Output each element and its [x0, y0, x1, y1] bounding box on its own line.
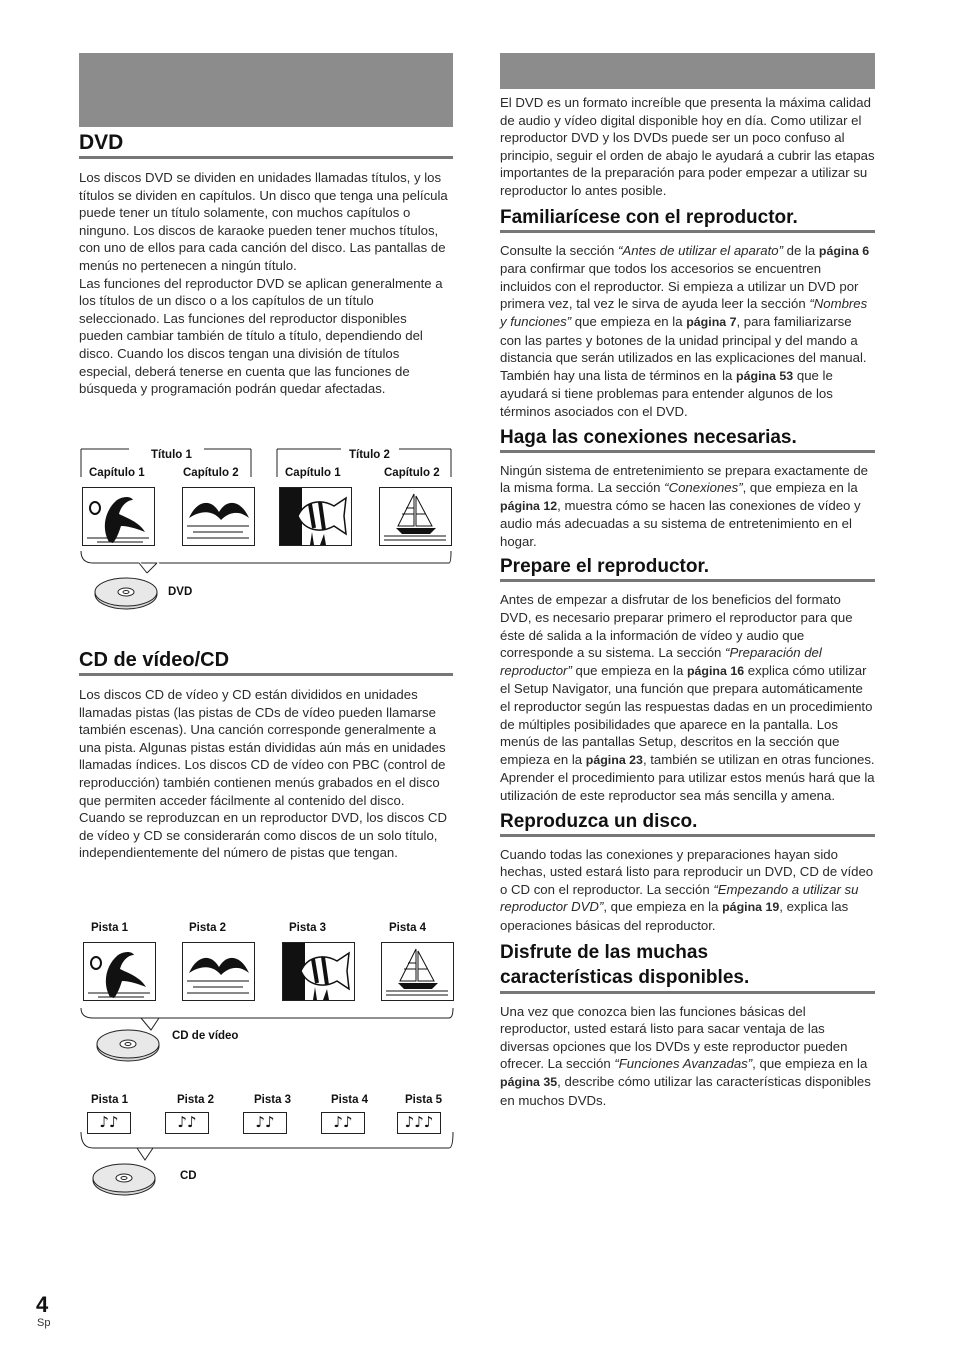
language-code: Sp	[37, 1317, 51, 1329]
vcd-paragraph-1: Los discos CD de vídeo y CD están divididos en unidades llamadas pistas (las pistas de CDs de vídeo pueden llamarse también escenas). Una canción corresponde generalmente a una pista. Algunas pistas están divididas aún más en unidades llamadas índices. Los discos CD de vídeo con PBC (control de reproducción) también contienen menús grabados en el disco que permiten acceder fácilmente al contenido del disco.	[79, 687, 446, 808]
cd-track-label: Pista 1	[91, 1094, 129, 1106]
vcd-structure-figure	[79, 918, 459, 1068]
prepare-paragraph: Antes de empezar a disfrutar de los beneficios del formato DVD, es necesario preparar primero el reproductor para que éste dé salida a la información de vídeo y audio que corresponde a su sistema. La sección “Preparación del reproductor” que empieza en la página 16 explica cómo utilizar el Setup Navigator, una función que prepara automáticamente el reproductor según las respuestas dadas en un procedimiento de múltiples posibilidades que aparece en la pantalla. Los menús de las pantallas Setup, descritos en la sección que empieza en la página 23, también se utilizan en otras funciones. Aprender el procedimiento para utilizar estos menús hará que la utilización de este reproductor sea más sencilla y amena.	[500, 592, 875, 803]
left-column	[79, 130, 453, 398]
dvd-chapter-label: Capítulo 1	[89, 467, 145, 479]
fish-picture	[279, 487, 352, 546]
birds-icon	[183, 943, 254, 1000]
cd-track-label: Pista 4	[331, 1094, 369, 1106]
birds-picture	[182, 942, 255, 1001]
vcd-disc-label: CD de vídeo	[172, 1030, 239, 1042]
dolphin-picture	[83, 942, 156, 1001]
section-heading-conexiones: Haga las conexiones necesarias.	[500, 426, 875, 453]
music-notes-icon: ♪♪	[87, 1112, 131, 1134]
sailboat-picture	[381, 942, 454, 1001]
vcd-track-label: Pista 2	[189, 922, 227, 934]
vcd-track-label: Pista 4	[389, 922, 427, 934]
reproduzca-paragraph: Cuando todas las conexiones y preparaciones hayan sido hechas, usted estará listo para reproducir un DVD, CD de vídeo o CD con el reproductor. La sección “Empezando a utilizar su reproductor DVD”, que empieza en la página 19, explica las operaciones básicas del reproductor.	[500, 846, 874, 933]
section-heading-disfrute: Disfrute de las muchas características disponibles.	[500, 940, 875, 994]
cd-structure-figure	[79, 1092, 459, 1202]
dvd-chapter-label: Capítulo 1	[285, 467, 341, 479]
vcd-track-label: Pista 3	[289, 922, 327, 934]
dvd-chapter-label: Capítulo 2	[183, 467, 239, 479]
dvd-title-2-label: Título 2	[349, 449, 390, 461]
dvd-structure-figure	[79, 445, 459, 615]
sailboat-icon	[380, 488, 451, 545]
disfrute-paragraph: Una vez que conozca bien las funciones básicas del reproductor, usted estará listo para sacar ventaja de las diversas opciones que los DVDs y este reproductor pueden ofrecer. La sección “Funciones Avanzadas”, que empieza en la página 35, describe cómo utilizar las características disponibles en muchos DVDs.	[500, 1003, 871, 1108]
terms-paragraph: También hay una lista de términos en la página 53 que le ayudará si tiene problemas para entender algunos de los términos asociados con el DVD.	[500, 367, 833, 419]
cd-track-label: Pista 3	[254, 1094, 292, 1106]
cd-disc-icon	[91, 1162, 161, 1202]
section-heading-reproduzca: Reproduzca un disco.	[500, 810, 875, 837]
vcd-paragraph-2: Cuando se reproduzcan en un reproductor DVD, los discos CD de vídeo y CD se considerarán como discos de un solo título, independientemente del número de pistas que tengan.	[79, 810, 447, 861]
section-heading-familiarice: Familiarícese con el reproductor.	[500, 206, 875, 233]
section-heading-prepare: Prepare el reproductor.	[500, 555, 875, 582]
dvd-paragraph-2: Las funciones del reproductor DVD se aplican generalmente a los títulos de un disco o a los capítulos de un título seleccionado. Las funciones del reproductor disponibles pueden cambiar también de título a título, dependiendo del disco. Cuando los discos tengan una división de títulos especial, deberá tenerse en cuenta que las funciones de búsqueda y programación podrán quedar afectadas.	[79, 275, 443, 397]
vcd-track-label: Pista 1	[91, 922, 129, 934]
vcd-disc-icon	[95, 1028, 165, 1068]
music-notes-icon: ♪♪	[165, 1112, 209, 1134]
dolphin-picture	[82, 487, 155, 546]
fish-picture	[282, 942, 355, 1001]
left-header-bar	[79, 53, 453, 127]
cd-disc-label: CD	[180, 1170, 197, 1182]
right-header-bar	[500, 53, 875, 89]
dvd-title-1-label: Título 1	[151, 449, 192, 461]
conexiones-paragraph: Ningún sistema de entretenimiento se prepara exactamente de la misma forma. La sección “Conexiones”, que empieza en la página 12, muestra cómo se hacen las conexiones de vídeo y audio más adecuadas a su sistema de entretenimiento en el hogar.	[500, 462, 869, 549]
vcd-heading: CD de vídeo/CD	[79, 648, 453, 676]
dvd-disc-label: DVD	[168, 586, 193, 598]
dolphin-icon	[83, 488, 154, 545]
music-notes-icon: ♪♪	[243, 1112, 287, 1134]
dvd-chapter-label: Capítulo 2	[384, 467, 440, 479]
page-number: 4	[36, 1292, 49, 1317]
vcd-section	[79, 648, 453, 862]
fish-icon	[283, 943, 354, 1000]
dvd-heading: DVD	[79, 130, 453, 159]
dolphin-icon	[84, 943, 155, 1000]
dvd-disc-icon	[93, 576, 163, 616]
cd-track-label: Pista 5	[405, 1094, 443, 1106]
music-notes-icon: ♪♪	[321, 1112, 365, 1134]
intro-paragraph: El DVD es un formato increíble que presenta la máxima calidad de audio y vídeo digital disponible hoy en día. Como utilizar el reproductor DVD y los DVDs puede ser un poco confuso al principio, seguir el orden de abajo le ayudará a cubrir las etapas importantes de la preparación para poder empezar a utilizar su reproductor lo antes posible.	[500, 95, 875, 198]
sailboat-icon	[382, 943, 453, 1000]
birds-icon	[183, 488, 254, 545]
fish-icon	[280, 488, 351, 545]
cd-track-label: Pista 2	[177, 1094, 215, 1106]
dvd-paragraph-1: Los discos DVD se dividen en unidades llamadas títulos, y los títulos se dividen en capítulos. Un disco que tenga una película puede tener un título solamente, con muchos capítulos o ninguno. Los discos de karaoke pueden tener muchos títulos, con uno de ellos para cada canción del disco. Las pantallas de menús no pertenecen a ningún título.	[79, 170, 448, 273]
familiarice-paragraph: Consulte la sección “Antes de utilizar el aparato” de la página 6 para confirmar que todos los accesorios se encuentren incluidos con el reproductor. Si empieza a utilizar un DVD por primera vez, tal vez le sirva de ayuda leer la sección “Nombres y funciones” que empieza en la página 7, para familiarizarse con las partes y botones de la unidad principal y del mando a distancia que serán utilizados en las explicaciones del manual.	[500, 242, 870, 366]
sailboat-picture	[379, 487, 452, 546]
birds-picture	[182, 487, 255, 546]
right-column	[500, 94, 875, 1109]
music-notes-icon: ♪♪♪	[397, 1112, 441, 1134]
